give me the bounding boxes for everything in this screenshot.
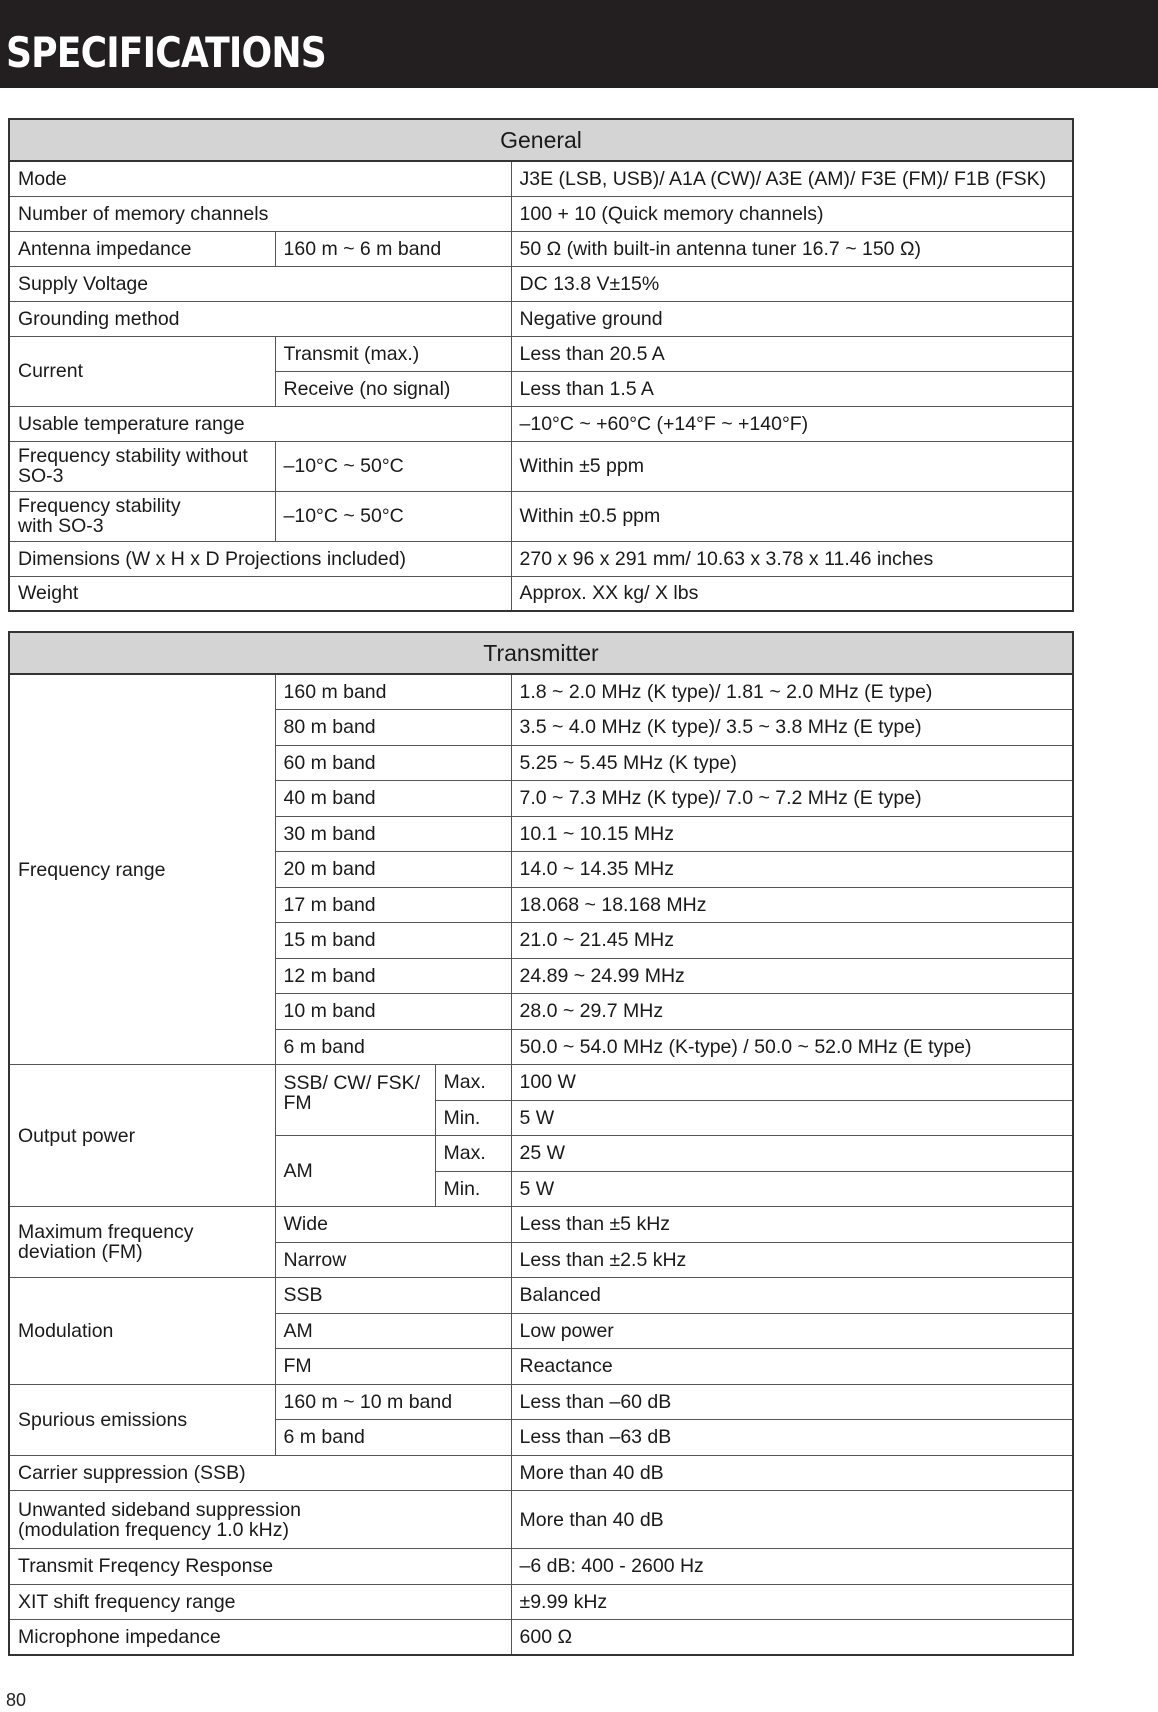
output-power-ssb-mode: SSB/ CW/ FSK/ FM bbox=[275, 1065, 435, 1136]
sideband-label-line2: (modulation frequency 1.0 kHz) bbox=[18, 1518, 289, 1541]
antenna-label: Antenna impedance bbox=[9, 231, 275, 266]
antenna-value: 50 Ω (with built-in antenna tuner 16.7 ~ 150 Ω) bbox=[511, 231, 1073, 266]
header-bar bbox=[0, 0, 1158, 88]
band-value: 50.0 ~ 54.0 MHz (K-type) / 50.0 ~ 52.0 MHz (E type) bbox=[511, 1029, 1073, 1065]
output-power-label: Output power bbox=[9, 1065, 275, 1207]
band-label: 6 m band bbox=[275, 1029, 511, 1065]
stability-without-value: Within ±5 ppm bbox=[511, 441, 1073, 491]
weight-label: Weight bbox=[9, 576, 511, 611]
current-tx-sub: Transmit (max.) bbox=[275, 336, 511, 371]
output-power-min-label: Min. bbox=[435, 1100, 511, 1136]
spurious-hf: 160 m ~ 10 m band bbox=[275, 1384, 511, 1420]
transmitter-spec-table bbox=[8, 631, 1074, 1656]
deviation-label bbox=[9, 1207, 275, 1278]
mode-label: Mode bbox=[9, 161, 511, 196]
band-label: 30 m band bbox=[275, 816, 511, 852]
stability-without-sub: –10°C ~ 50°C bbox=[275, 441, 511, 491]
current-label: Current bbox=[9, 336, 275, 406]
band-value: 10.1 ~ 10.15 MHz bbox=[511, 816, 1073, 852]
sideband-value: More than 40 dB bbox=[511, 1491, 1073, 1549]
supply-value: DC 13.8 V±15% bbox=[511, 266, 1073, 301]
band-value: 14.0 ~ 14.35 MHz bbox=[511, 852, 1073, 888]
grounding-label: Grounding method bbox=[9, 301, 511, 336]
band-value: 7.0 ~ 7.3 MHz (K type)/ 7.0 ~ 7.2 MHz (E type) bbox=[511, 781, 1073, 817]
stability-without-label: Frequency stability without SO-3 bbox=[9, 441, 275, 491]
page-number: 80 bbox=[6, 1690, 27, 1710]
current-rx-sub: Receive (no signal) bbox=[275, 371, 511, 406]
deviation-wide: Wide bbox=[275, 1207, 511, 1243]
dimensions-value: 270 x 96 x 291 mm/ 10.63 x 3.78 x 11.46 inches bbox=[511, 541, 1073, 576]
band-label: 80 m band bbox=[275, 710, 511, 746]
band-label: 10 m band bbox=[275, 994, 511, 1030]
temperature-label: Usable temperature range bbox=[9, 406, 511, 441]
band-label: 20 m band bbox=[275, 852, 511, 888]
sideband-label bbox=[9, 1491, 511, 1549]
spurious-hf-value: Less than –60 dB bbox=[511, 1384, 1073, 1420]
deviation-wide-value: Less than ±5 kHz bbox=[511, 1207, 1073, 1243]
band-value: 21.0 ~ 21.45 MHz bbox=[511, 923, 1073, 959]
band-value: 3.5 ~ 4.0 MHz (K type)/ 3.5 ~ 3.8 MHz (E type) bbox=[511, 710, 1073, 746]
output-power-am-max: 25 W bbox=[511, 1136, 1073, 1172]
stability-with-label-line2: with SO-3 bbox=[18, 515, 104, 537]
supply-label: Supply Voltage bbox=[9, 266, 511, 301]
deviation-narrow-value: Less than ±2.5 kHz bbox=[511, 1242, 1073, 1278]
band-value: 28.0 ~ 29.7 MHz bbox=[511, 994, 1073, 1030]
band-label: 40 m band bbox=[275, 781, 511, 817]
general-section-title: General bbox=[9, 119, 1073, 161]
modulation-label: Modulation bbox=[9, 1278, 275, 1385]
band-value: 1.8 ~ 2.0 MHz (K type)/ 1.81 ~ 2.0 MHz (E type) bbox=[511, 674, 1073, 710]
mic-label: Microphone impedance bbox=[9, 1620, 511, 1656]
xit-label: XIT shift frequency range bbox=[9, 1584, 511, 1620]
modulation-ssb: SSB bbox=[275, 1278, 511, 1314]
band-label: 160 m band bbox=[275, 674, 511, 710]
sideband-label-line1: Unwanted sideband suppression bbox=[18, 1498, 301, 1521]
output-power-am-min: 5 W bbox=[511, 1171, 1073, 1207]
spurious-six-value: Less than –63 dB bbox=[511, 1420, 1073, 1456]
carrier-label: Carrier suppression (SSB) bbox=[9, 1455, 511, 1491]
modulation-fm-value: Reactance bbox=[511, 1349, 1073, 1385]
memory-value: 100 + 10 (Quick memory channels) bbox=[511, 196, 1073, 231]
band-label: 17 m band bbox=[275, 887, 511, 923]
modulation-am-value: Low power bbox=[511, 1313, 1073, 1349]
current-rx-value: Less than 1.5 A bbox=[511, 371, 1073, 406]
band-label: 60 m band bbox=[275, 745, 511, 781]
stability-with-value: Within ±0.5 ppm bbox=[511, 491, 1073, 541]
spurious-label: Spurious emissions bbox=[9, 1384, 275, 1455]
stability-with-sub: –10°C ~ 50°C bbox=[275, 491, 511, 541]
output-power-ssb-max: 100 W bbox=[511, 1065, 1073, 1101]
grounding-value: Negative ground bbox=[511, 301, 1073, 336]
page-title: SPECIFICATIONS bbox=[6, 28, 326, 77]
frequency-range-label: Frequency range bbox=[9, 674, 275, 1065]
carrier-value: More than 40 dB bbox=[511, 1455, 1073, 1491]
modulation-fm: FM bbox=[275, 1349, 511, 1385]
modulation-am: AM bbox=[275, 1313, 511, 1349]
band-value: 18.068 ~ 18.168 MHz bbox=[511, 887, 1073, 923]
dimensions-label: Dimensions (W x H x D Projections included) bbox=[9, 541, 511, 576]
memory-label: Number of memory channels bbox=[9, 196, 511, 231]
band-value: 5.25 ~ 5.45 MHz (K type) bbox=[511, 745, 1073, 781]
response-value: –6 dB: 400 - 2600 Hz bbox=[511, 1549, 1073, 1585]
general-spec-table bbox=[8, 118, 1074, 612]
output-power-min-label: Min. bbox=[435, 1171, 511, 1207]
current-tx-value: Less than 20.5 A bbox=[511, 336, 1073, 371]
stability-with-label-line1: Frequency stability bbox=[18, 495, 181, 517]
output-power-max-label: Max. bbox=[435, 1065, 511, 1101]
antenna-sub: 160 m ~ 6 m band bbox=[275, 231, 511, 266]
mic-value: 600 Ω bbox=[511, 1620, 1073, 1656]
temperature-value: –10°C ~ +60°C (+14°F ~ +140°F) bbox=[511, 406, 1073, 441]
mode-value: J3E (LSB, USB)/ A1A (CW)/ A3E (AM)/ F3E (FM)/ F1B (FSK) bbox=[511, 161, 1073, 196]
deviation-label-line2: deviation (FM) bbox=[18, 1241, 143, 1263]
transmitter-section-title: Transmitter bbox=[9, 632, 1073, 674]
band-label: 15 m band bbox=[275, 923, 511, 959]
xit-value: ±9.99 kHz bbox=[511, 1584, 1073, 1620]
stability-with-label bbox=[9, 491, 275, 541]
weight-value: Approx. XX kg/ X lbs bbox=[511, 576, 1073, 611]
band-label: 12 m band bbox=[275, 958, 511, 994]
response-label: Transmit Freqency Response bbox=[9, 1549, 511, 1585]
output-power-ssb-min: 5 W bbox=[511, 1100, 1073, 1136]
deviation-label-line1: Maximum frequency bbox=[18, 1221, 194, 1243]
output-power-am-mode: AM bbox=[275, 1136, 435, 1207]
band-value: 24.89 ~ 24.99 MHz bbox=[511, 958, 1073, 994]
output-power-max-label: Max. bbox=[435, 1136, 511, 1172]
spurious-six: 6 m band bbox=[275, 1420, 511, 1456]
modulation-ssb-value: Balanced bbox=[511, 1278, 1073, 1314]
deviation-narrow: Narrow bbox=[275, 1242, 511, 1278]
